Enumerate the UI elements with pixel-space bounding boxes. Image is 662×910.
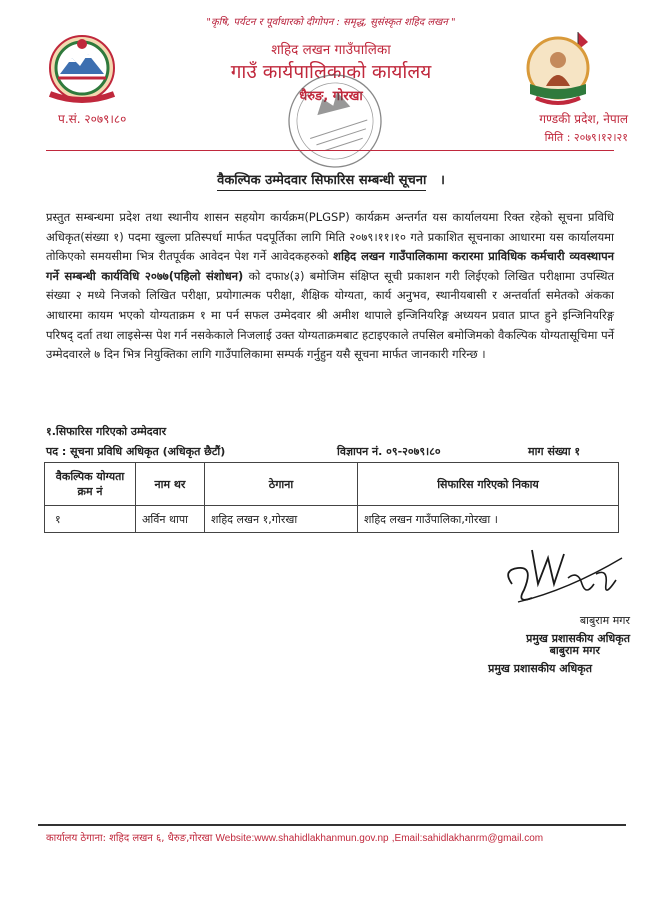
table-cell: शहिद लखन १,गोरखा [205, 506, 358, 533]
signatory-title: प्रमुख प्रशासकीय अधिकृत [526, 632, 630, 645]
column-header: ठेगाना [205, 463, 358, 506]
notice-subject-end: । [439, 173, 445, 188]
office-subtitle: धैरुङ, गोरखा [299, 89, 363, 104]
province: गण्डकी प्रदेश, नेपाल [539, 112, 628, 126]
footer-divider [38, 824, 626, 826]
stamp-title: प्रमुख प्रशासकीय अधिकृत [488, 662, 592, 675]
office-stamp-icon [282, 66, 388, 176]
letter-date: मिति : २०७९।१२।२१ [544, 131, 628, 144]
notice-body-bold: शहिद लखन गाउँपालिकामा करारमा प्राविधिक कर्मचारी व्यवस्थापन गर्ने सम्बन्धी कार्यविधि २०७७(पहिलो संशोधन) [46, 249, 614, 283]
advert-number: विज्ञापन नं. ०९-२०७९।८० [337, 445, 441, 458]
column-header: सिफारिस गरिएको निकाय [358, 463, 619, 506]
signature-block [460, 612, 630, 678]
table-row [45, 506, 619, 533]
footer-address: कार्यालय ठेगाना: शहिद लखन ६, धैरुङ,गोरखा [46, 833, 213, 844]
footer [46, 830, 543, 844]
notice-body-part2: को दफा४(३) बमोजिम संक्षिप्त सूची प्रकाशन गरी लिईएको लिखित परीक्षामा उपस्थित संख्या २ मध्ये निजको लिखित परीक्षा, प्रयोगात्मक परीक्षा, शैक्षिक योग्यता, कार्य अनुभव, स्थानीयबासी र अन्तर्वार्ता समेतको अंकका आधारमा कायम भएको योग्यताक्रम १ मा पर्न सफल उम्मेदवार श्री अमीश थापाले इन्जिनियरिङ्ग अध्ययन प्रवात प्राप्त हुने इन्जिनियरिङ्ग परिषद् दर्ता तथा लाइसेन्स पेश गर्न नसकेकाले निजलाई उक्त योग्यताक्रमबाट हटाइएकाले तपसिल बमोजिमको वैकल्पिक योग्यतासूचिमा पर्ने उम्मेदवारले ७ दिन भित्र नियुक्तिका लागि गाउँपालिकामा सम्पर्क गर्नुहुन यसै सूचना मार्फत जानकारी गरिन्छ । [46, 268, 614, 362]
fiscal-year: प.सं. २०७९।८० [58, 112, 127, 126]
stamp-name: बाबुराम मगर [549, 644, 600, 657]
table-cell: १ [45, 506, 136, 533]
demand-count: माग संख्या १ [528, 445, 581, 458]
column-header: नाम थर [136, 463, 205, 506]
recommendation-title: १.सिफारिस गरिएको उम्मेदवार [46, 425, 167, 438]
header-divider [46, 150, 614, 151]
municipality-name: शहिद लखन गाउँपालिका [271, 42, 391, 58]
motto: "कृषि, पर्यटन र पूर्वाधारको दीगोपन : समृद्ध, सुसंस्कृत शहिद लखन " [206, 17, 456, 28]
notice-subject-text: वैकल्पिक उम्मेदवार सिफारिस सम्बन्धी सूचना [217, 173, 426, 191]
table-cell: अर्विन थापा [136, 506, 205, 533]
signatory-name: बाबुराम मगर [579, 614, 630, 627]
post-name: पद : सूचना प्रविधि अधिकृत (अधिकृत छैटौं) [46, 445, 226, 458]
notice-subject [0, 170, 662, 188]
recommendation-table [44, 462, 619, 533]
column-header: वैकल्पिक योग्यता क्रम नं [45, 463, 136, 506]
signature-icon [498, 540, 628, 612]
notice-body [46, 208, 614, 365]
footer-email[interactable]: ,Email:sahidlakhanrm@gmail.com [391, 833, 544, 844]
table-header-row [45, 463, 619, 506]
office-name: गाउँ कार्यपालिकाको कार्यालय [230, 61, 432, 83]
footer-website[interactable]: Website:www.shahidlakhanmun.gov.np [215, 833, 389, 844]
table-cell: शहिद लखन गाउँपालिका,गोरखा । [358, 506, 619, 533]
notice-body-part1: प्रस्तुत सम्बन्धमा प्रदेश तथा स्थानीय शासन सहयोग कार्यक्रम(PLGSP) कार्यक्रम अन्तर्गत यस कार्यालयमा रिक्त रहेको सूचना प्रविधि अधिकृत(संख्या १) पदमा खुल्ला प्रतिस्पर्धा मार्फत पदपूर्तिका लागि मिति २०७९।११।१० गते प्रकाशित सूचनाका आधारमा यस कार्यालयमा तोकिएको समयसीमा भित्र रीतपूर्वक आवेदन पेश गर्ने आवेदकहरुको [46, 210, 614, 264]
